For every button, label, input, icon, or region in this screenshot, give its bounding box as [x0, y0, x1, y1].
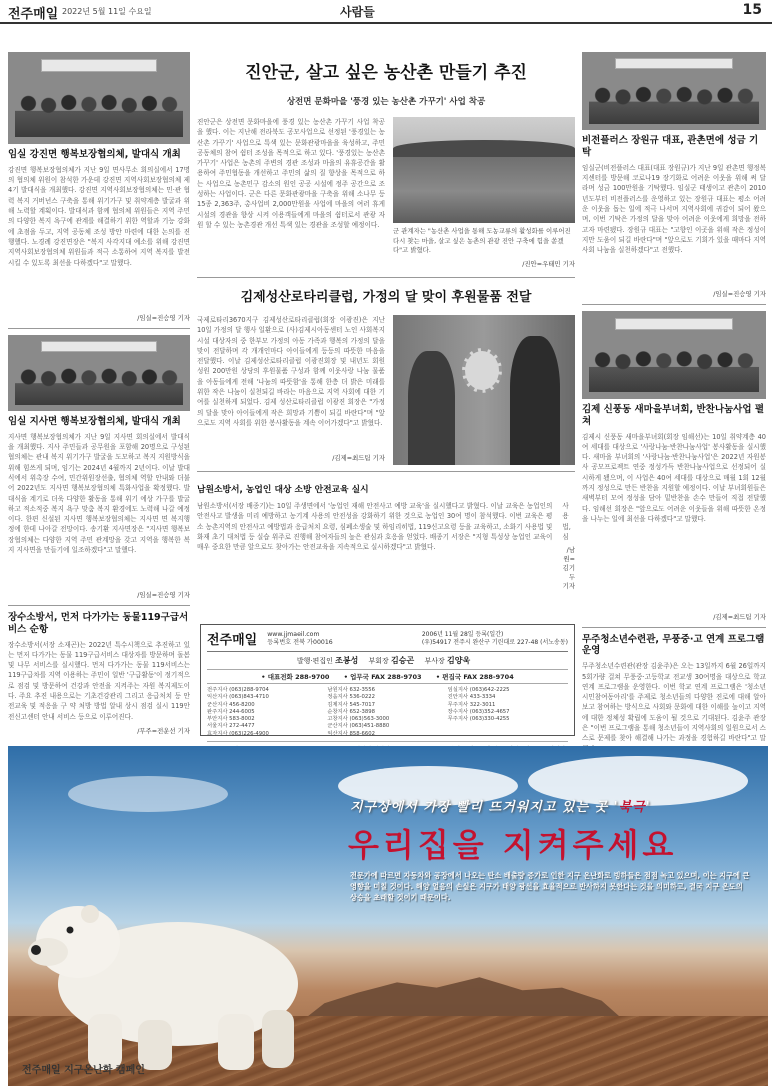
article-body: 지사면 행복보장협의체가 지난 9일 지사면 회의실에서 발대식을 개최했다. 지사 주민들과 공무원을 포함해 20명으로 구성된 협의체는 관내 복지 위기가구 발굴을 도모하고 복지 지원방식을 위해 힘쓰게 되며, 임기는 2024년 4월까지 2년이다. 이날 발대식에서 위촉장 수여, 민간위원장선출, 협의체 역할 안내와 더불어 2022년도 지사면 행복보장협의체 특화사업을 확정했다. 발대식을 계기로 더욱 다양한 활동을 통해 위기 에상 가구를 발굴하고 적소적중 복지 욕구 맞춤 복지 환경에도 노력해 나갈 예정이다. 한편 신설된 지사면 행복보장협의체는 지사면 면 복지행정에 한데 나아갈 전망이다. 송기환 지사면장은 "지사면 행복보장협의체는 다양한 지역 주민 관계망을 갖고 지역을 행복한 복지 지사면을 만들기에 일조하겠다"고 말했다. [8, 432, 190, 555]
bureau-entry: 익산지사 (063)843-4710 [207, 694, 269, 701]
lead-body: 진안군은 상전면 문화마을에 풍경 있는 농산촌 가꾸기 사업 착공을 했다. 이는 지난해 전라북도 공모사업으로 선정된 '풍경있는 농산촌 가꾸기' 사업으로 특색 있는 문화관광마을을 육성하고, 주민 공동체의 참여 쉼터 조성을 목적으로 하고 있다. '풍경있는 농산촌 가꾸기' 사업은 농촌의 주변의 경관 조성과 마을의 유휴공간을 활용하여 주민협동을 개선하고 주민의 삶의 질 향상을 목적으로 하는 사업으로 농촌민구 감소의 원인 공공 시설에 정주 공간으로 조성하는 사업이다. 군은 다른 문화관광마을 구축을 위해 소나무 등 15종 2,363주, 총사업비 2,000만원을 사업에 마을의 여러 휴게시설의 경관을 향상 시켜 이용객들에게 마을의 쉼터로서 관광 자원 할 수 있는 농촌경관 개선 특색 있는 경관을 조성할 예정이다. [197, 118, 385, 229]
ad-footer: 전주매일 지구온난화 캠페인 [22, 1065, 145, 1076]
photo-volunteers [582, 311, 766, 399]
divider [8, 605, 190, 606]
article-byline: /남원=김기두 기자 [562, 546, 575, 590]
publisher-info-box [200, 624, 575, 736]
article-gangjin [8, 52, 190, 322]
ad-title: 우리집을 지켜주세요 [348, 826, 678, 864]
lead-headline: 진안군, 살고 싶은 농산촌 만들기 추진 [245, 63, 527, 83]
article-body: 김제시 신풍동 새마을부녀회(회장 임해선)는 10일 취약계층 40여 세대를 대상으로 '사랑나눔·반찬나눔사업' 봉사활동을 실시했다. 새마을 부녀회의 '사랑나눔·반찬나눔사업'은 2022년 자원봉사 공모프로젝트 연중 정성가득 반찬나눔사업으로 선정되어 실시하게 됐으며, 이 사업은 40여 세대를 대상으로 매월 1회 12월까지 정성으로 만든 반찬을 지원할 예정이다. 이날 부녀회원들은 새벽부터 모여 정성을 담아 밑반찬을 손수 만들어 직접 전달했다. 임해선 회장은 "앞으로도 어려운 이웃들을 위해 따뜻한 온정을 나누는 일에 최선을 다하겠다"고 말했다. [582, 432, 766, 523]
bureau-entry: 군산지사 456-8200 [207, 701, 255, 708]
bureau-entry: 고창지사 (063)563-3000 [327, 716, 390, 723]
publisher-address: (우)54917 전주시 완산구 기린대로 227-48 (서노송동) [421, 638, 568, 646]
right-column [582, 52, 766, 786]
ad-tagline-highlight: 북극 [618, 800, 646, 815]
masthead-brand: 전주매일 [8, 7, 59, 22]
publisher-staff: 발행·편집인 조봉성 부회장 김승곤 부사장 김양욱 [296, 656, 471, 665]
article-body: 무주청소년수련관(관장 김윤주)은 오는 13일까지 6월 26일까지 5회가량 걸쳐 무풍중·고등학교 전교생 30여명을 대상으로 학교연계 프로그램을 운영한다. 이번 학교 연계 프로그램은 '청소년 시민참여동아리'를 주제로 청소년들의 다양한 진로에 대해 알아보고 참여하는 방식으로 사회와 문화에 대한 이해를 높이고 지역에 대한 정체성 확립에 도움이 될 것으로 기대된다. 김윤주 관장은 "이번 프로그램을 통해 청소년들이 지역사회의 일원으로서 스스로 문제를 찾아 해결해 나가는 과정을 경험하길 바란다"고 말 [582, 662, 766, 743]
bureau-entry: 임실지사 (063)642-2225 [447, 687, 510, 693]
page-number: 15 [742, 2, 762, 18]
publisher-registration: 등록번호 전북 가00016 [267, 638, 333, 646]
masthead [0, 0, 772, 24]
article-byline: /김제=최드팀 기자 [332, 454, 385, 462]
article-body-continued: 사용법, 심 [562, 502, 571, 541]
section-title: 사람들 [340, 5, 375, 19]
article-namwon-fire [197, 472, 575, 590]
article-sinpung-womens [582, 311, 766, 621]
bureau-entry: 군산지사 (063)451-8880 [327, 723, 390, 730]
article-body: 임실군(비전플러스 대표(대표 장원규)가 지난 9일 관촌면 행정복지센터를 방문해 코로나19 장기화로 어려운 이웃을 위해 써 달라며 성금 100만원을 기탁했다. 임실군 태생이고 관촌이 2010년도부터 비전플러스를 운영하고 있는 장원규 대표는 평소 어려운 이웃을 돕는 일에 적극 나서며 지역사회에 귀감이 되어 왔으며, 이번 기탁은 가정의 달을 맞아 어려운 이웃에게 희망을 전하고자 마련됐다. 장원규 대표는 "고향인 이곳을 위해 작은 정성이지만 도움이 되길 바란다"며 "앞으로도 기회가 있을 때마다 지역사회 나눔을 실천하겠다"고 전했다. [582, 163, 766, 255]
publisher-logo: 전주매일 [207, 633, 258, 648]
publisher-website[interactable]: www.jjmaeil.com [267, 630, 320, 638]
article-jinan-lead [197, 58, 575, 278]
bureau-entry: 익산지사 858-6602 [327, 730, 375, 737]
climate-campaign-ad [8, 746, 768, 1086]
divider [582, 627, 766, 628]
photo-jisa-group [8, 335, 190, 411]
left-column [8, 52, 190, 735]
article-headline: 장수소방서, 먼저 다가가는 동물119구급서비스 순항 [8, 611, 189, 635]
article-headline: 임실 지사면 행복보장협의체, 발대식 개최 [8, 415, 181, 427]
bureau-entry: 김제지사 545-7017 [327, 701, 375, 708]
article-byline: /진안=우태민 기자 [522, 260, 575, 268]
article-vision-plus [582, 52, 766, 298]
article-body: 강진면 행복보장협의체가 지난 9일 면사무소 회의실에서 17명의 협의체 위원이 참석한 가운데 강진면 지역사회보장협의체 제4기 발대식을 개최했다. 강진면 지역사회보장협의체는 민·관 협력 복지 거버넌스 구축을 통해 위기가구 및 취약계층 발굴과 위해 노력할 계획이다. 발대식과 함께 협의체 위원들은 지역 주민의 다양한 복지 욕구에 관계를 해결하기 위한 역할과 기능 강화에 초점을 두고, 지역 공동체 조성 방안 마련에 대한 논의를 진행했다. 노경례 강진면장은 "복지 사각지대 예소를 위해 강진면 지역사회보장협의체 위원들과 적극 소통하여 지역 복지를 발전시킬 수 있도록 최선을 다하겠다"고 말했다. [8, 165, 190, 267]
bureau-entry: 부안지사 583-8002 [207, 716, 255, 723]
photo-gangjin-group [8, 52, 190, 144]
article-body: 장수소방서(서장 소재곤)는 2022년 특수시책으로 추진하고 있는 먼저 다가가는 동물 119구급서비스 대상자를 방문하며 돌봄 및 나무 서비스를 실시했다. 먼저 다가가는 동물 119서비스는 119구급차를 지역 이용하는 주민이 일반 '구급활동'이 정기적으로 점검 및 방문하여 건강과 안전을 지켜주는 자원 복지제도이다. 주요 추진 내용으로는 기초건강관리 그리고 응급처치 등 안전교육 및 적응을 구 약 처방 방법 알내 상시 점검 실시 119안전신고센터 안내 서비스 등으로 이루어진다. [8, 640, 190, 721]
article-headline: 비전플러스 장원규 대표, 관촌면에 성금 기탁 [582, 135, 759, 158]
bureau-entry: 순창지사 652-3898 [327, 708, 375, 715]
photo-caption: 군 관계자는 "농산촌 사업을 통해 도농교류의 활성화를 이루어진 다시 찾는 마을, 살고 싶은 농촌의 관광 진안 구축에 힘을 쏟겠다"고 밝혔다. [393, 227, 571, 254]
divider [582, 304, 766, 305]
bureau-entry: 무주지사 322-3011 [447, 701, 496, 708]
bureau-entry: 서울지사 272-4477 [207, 723, 255, 730]
article-body: 남원소방서(서장 배종기)는 10일 주생면에서 '농업인 재해 안전사고 예방 교육'을 실시했다고 밝혔다. 이날 교육은 농업인의 안전사고 발생을 미리 예방하고 농기계 사용의 안전성을 강화하기 위한 것으로 농업인 30여 명이 참석했다. 이번 교육은 평소 농촌지역의 안전사고 예방법과 응급처치 요령, 심폐소생술 및 하임리히법, 119신고요령 등을 교육하고, 소화기 사용법 및 화재 초기 대처법 등 실습 위주로 진행해 참여자들의 높은 관심과 호응을 얻었다. 배종기 서장은 "지형 특성상 농업인 교육이 매우 중요한 만큼 앞으로도 찾아가는 안전교육을 지속적으로 실시하겠다"고 밝혔다. [197, 502, 553, 552]
bureau-entry: 무주지사 (063)330-4255 [447, 716, 510, 723]
article-jisa [8, 335, 190, 599]
photo-rotary-donation [393, 315, 575, 465]
publisher-reg-date: 2006년 11월 28일 등록(일간) [421, 630, 504, 638]
article-headline: 남원소방서, 농업인 대상 소방 안전교육 실시 [197, 485, 369, 495]
article-headline: 김제 신풍동 새마을부녀회, 반찬나눔사업 펼쳐 [582, 403, 765, 427]
bureau-list [207, 684, 568, 741]
photo-donation-ceremony [582, 52, 766, 130]
bureau-entry [448, 731, 568, 738]
article-gimje-rotary [197, 286, 575, 472]
article-headline: 임실 강진면 행복보장협의체, 발대식 개최 [8, 149, 181, 160]
article-byline: /임실=진승영 기자 [137, 313, 190, 322]
lead-subheadline: 상전면 문화마을 '풍경 있는 농산촌 가꾸기' 사업 착공 [286, 97, 486, 107]
bureau-entry: 장수지사 (063)352-4657 [447, 708, 510, 715]
ad-tagline: 지구상에서 가장 빨리 뜨거워지고 있는 곳 '북극' [350, 800, 651, 815]
divider [8, 328, 190, 329]
bureau-entry [448, 723, 568, 730]
masthead-date: 2022년 5월 11일 수요일 [62, 7, 152, 16]
article-jangsu-fire [8, 612, 190, 735]
bureau-entry: 정읍지사 536-0222 [327, 694, 375, 701]
bureau-entry: 진안지사 433-3334 [447, 694, 496, 701]
article-byline: /무주=전운선 기자 [137, 726, 190, 735]
publisher-phones: • 대표전화 288-9700 • 업무국 FAX 288-9703 • 편집국 FAX 288-9704 [207, 669, 568, 684]
bureau-entry: 완주지사 244-6005 [207, 708, 255, 715]
bureau-entry: 전주지사 (063)288-9704 [207, 687, 269, 693]
article-headline: 김제성산로타리클럽, 가정의 달 맞이 후원물품 전달 [240, 290, 532, 305]
article-headline: 무주청소년수련관, 무풍중·고 연계 프로그램 운영 [582, 633, 765, 657]
article-byline: /김제=최드팀 기자 [713, 612, 766, 621]
bureau-entry: 효자지사 (063)226-4900 [207, 730, 269, 737]
middle-column [197, 52, 575, 590]
article-body: 국제로타리3670지구 김제성산로타리클럽(회장 이광진)은 지난 10일 가정의 달 행사 일환으로 (사)김제시아동센터 노인 사회복지시설 대상자의 중 한부모 가정의 아동 가족과 행복의 가정의 달을 맞이 전달하며 각 개개인마다 아이들에게 등등의 따뜻한 마음을 전달했다. 이날 김제성산로타리클럽 이광진회장 및 내년도 회원 성원 200만원 상당의 후원물품 구성과 함께 이웃사랑 나눔 물품을 아동들에게 전해 '나눔의 따뜻함'을 통해 한층 더 밝은 미래를 위한 작은 나눔이 실천되길 바라는 마음으로 지역 사회에 대한 기여를 실천하게 되었다. 김제 성산로타리클럽 이광진 회장은 "가정의 달을 맞아 아이들에게 작은 희망과 기쁨이 되길 바란다"며 "앞으로도 지역 사회를 위한 봉사활동을 계속 이어가겠다"고 밝혔다. [197, 316, 385, 427]
article-byline: /임실=진승영 기자 [137, 590, 190, 599]
article-byline: /임실=진승영 기자 [713, 289, 766, 298]
polar-bear-illustration [18, 864, 328, 1074]
ad-body: 전문가에 따르면 자동차와 공장에서 나오는 탄소 배출량 증가로 인한 지구 온난화로 빙하들은 점점 녹고 있으며, 이는 지구에 큰 영향을 미칠 것이다. 해양 얼음의 손실은 지구가 태양 광선을 효율적으로 반사하지 못한다는 것을 의미하고, 결국 지구 온도의 상승을 초래할 것이기 때문이다. [350, 871, 750, 902]
bureau-entry: 남원지사 632-3556 [327, 687, 375, 693]
photo-jinan-village-field [393, 117, 575, 223]
